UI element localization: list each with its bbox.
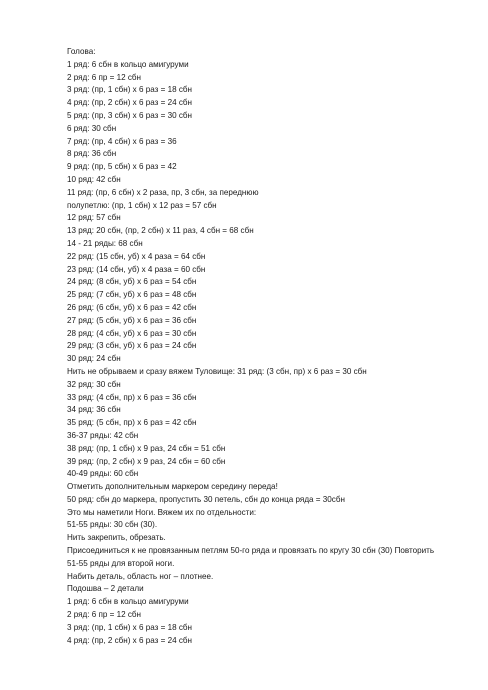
- text-line: 40-49 ряды: 60 сбн: [67, 469, 139, 479]
- text-line: 13 ряд: 20 сбн, (пр, 2 сбн) х 11 раз, 4 сбн = 68 сбн: [67, 226, 254, 236]
- text-line: 29 ряд: (3 сбн, уб) х 6 раз = 24 сбн: [67, 341, 197, 351]
- text-line: 38 ряд: (пр, 1 сбн) х 9 раз, 24 сбн = 51 сбн: [67, 443, 226, 453]
- text-line-marker-note: Отметить дополнительным маркером середину переда!: [67, 482, 278, 492]
- text-line: 7 ряд: (пр, 4 сбн) х 6 раз = 36: [67, 136, 177, 146]
- text-line: 4 ряд: (пр, 2 сбн) х 6 раз = 24 сбн: [67, 635, 192, 645]
- text-line: 23 ряд: (14 сбн, уб) х 4 раза = 60 сбн: [67, 264, 206, 274]
- text-line: Набить деталь, область ног – плотнее.: [67, 571, 214, 581]
- text-line: 8 ряд: 36 сбн: [67, 149, 117, 159]
- text-line: 1 ряд: 6 сбн в кольцо амигуруми: [67, 597, 189, 607]
- section-heading-head: Голова:: [67, 47, 96, 56]
- text-line: 51-55 ряды для второй ноги.: [67, 558, 175, 568]
- text-line-body-start: Нить не обрываем и сразу вяжем Туловище: 31 ряд: (3 сбн, пр) х 6 раз = 30 сбн: [67, 366, 367, 376]
- text-line: 5 ряд: (пр, 3 сбн) х 6 раз = 30 сбн: [67, 110, 192, 120]
- text-line: 33 ряд: (4 сбн, пр) х 6 раз = 36 сбн: [67, 392, 197, 402]
- text-line: 11 ряд: (пр, 6 сбн) х 2 раза, пр, 3 сбн, за переднюю: [67, 187, 259, 197]
- text-line: 4 ряд: (пр, 2 сбн) х 6 раз = 24 сбн: [67, 98, 192, 108]
- text-line: Это мы наметили Ноги. Вяжем их по отдельности:: [67, 507, 257, 517]
- text-line: 2 ряд: 6 пр = 12 сбн: [67, 72, 142, 82]
- text-line: 12 ряд: 57 сбн: [67, 213, 121, 223]
- text-line: 35 ряд: (5 сбн, пр) х 6 раз = 42 сбн: [67, 418, 197, 428]
- text-line: 50 ряд: сбн до маркера, пропустить 30 петель, сбн до конца ряда = 30сбн: [67, 494, 345, 504]
- text-line: 32 ряд: 30 сбн: [67, 379, 121, 389]
- text-line: 1 ряд: 6 сбн в кольцо амигуруми: [67, 59, 189, 69]
- text-line: 22 ряд: (15 сбн, уб) х 4 раза = 64 сбн: [67, 251, 206, 261]
- text-line: 27 ряд: (5 сбн, уб) х 6 раз = 36 сбн: [67, 315, 197, 325]
- text-line: 36-37 ряды: 42 сбн: [67, 430, 139, 440]
- document-body: [67, 46, 477, 647]
- section-heading-sole: Подошва – 2 детали: [67, 584, 144, 594]
- text-line: 24 ряд: (8 сбн, уб) х 6 раз = 54 сбн: [67, 277, 197, 287]
- text-line: 10 ряд: 42 сбн: [67, 174, 121, 184]
- text-line: 2 ряд: 6 пр = 12 сбн: [67, 610, 142, 620]
- text-line: 9 ряд: (пр, 5 сбн) х 6 раз = 42: [67, 162, 177, 172]
- text-line: Нить закрепить, обрезать.: [67, 533, 166, 543]
- text-line: 39 ряд: (пр, 2 сбн) х 9 раз, 24 сбн = 60 сбн: [67, 456, 226, 466]
- text-line: 3 ряд: (пр, 1 сбн) х 6 раз = 18 сбн: [67, 622, 192, 632]
- text-line: 51-55 ряды: 30 сбн (30).: [67, 520, 158, 530]
- text-line: полупетлю: (пр, 1 сбн) х 12 раз = 57 сбн: [67, 200, 217, 210]
- text-line: 26 ряд: (6 сбн, уб) х 6 раз = 42 сбн: [67, 302, 197, 312]
- text-line: 25 ряд: (7 сбн, уб) х 6 раз = 48 сбн: [67, 290, 197, 300]
- text-line: 6 ряд: 30 сбн: [67, 123, 117, 133]
- text-line: 3 ряд: (пр, 1 сбн) х 6 раз = 18 сбн: [67, 85, 192, 95]
- text-line: Присоединиться к не провязанным петлям 50-го ряда и провязать по кругу 30 сбн (30) Повторить: [67, 546, 435, 556]
- text-line: 30 ряд: 24 сбн: [67, 354, 121, 364]
- text-line: 14 - 21 ряды: 68 сбн: [67, 238, 143, 248]
- text-line: 28 ряд: (4 сбн, уб) х 6 раз = 30 сбн: [67, 328, 197, 338]
- text-line: 34 ряд: 36 сбн: [67, 405, 121, 415]
